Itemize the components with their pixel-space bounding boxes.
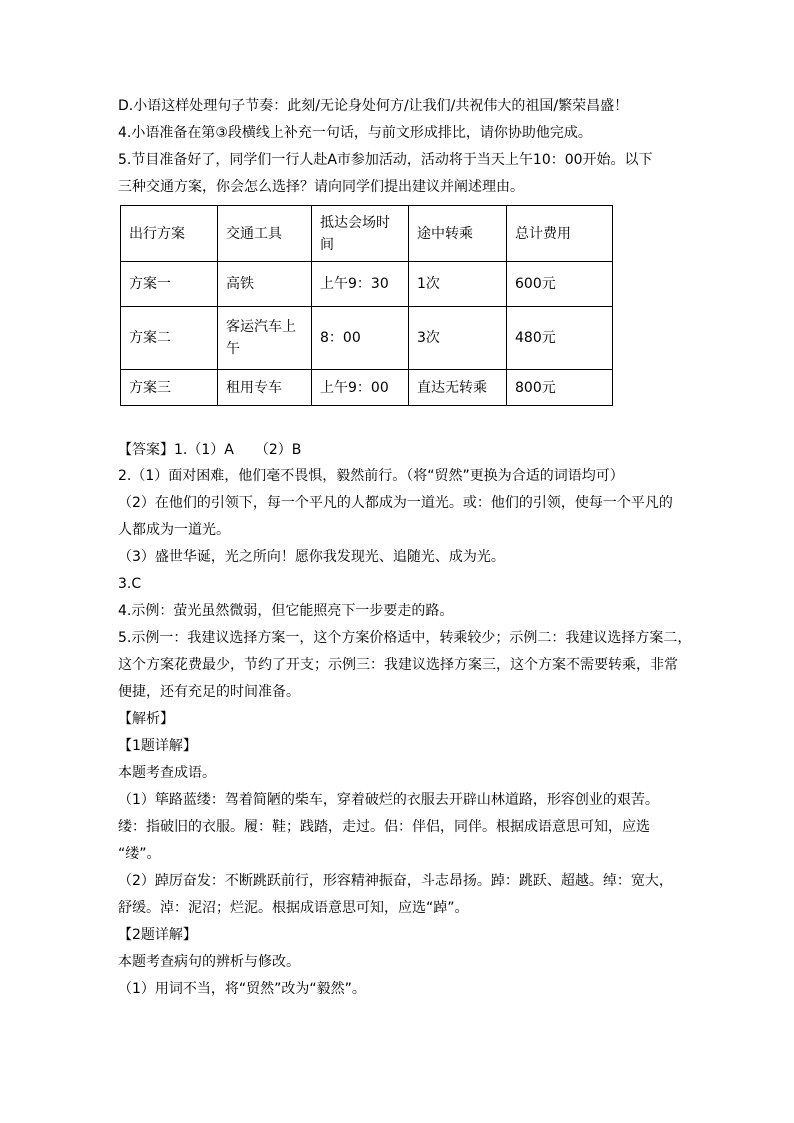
- table-cell: 方案二: [121, 307, 218, 370]
- table-cell: 直达无转乘: [409, 370, 507, 406]
- section-heading: 【1题详解】: [118, 738, 197, 754]
- table-cell: 方案三: [121, 370, 218, 406]
- table-cell: 480元: [507, 307, 613, 370]
- analysis-line: “缕”。: [118, 846, 161, 862]
- answer-line: 4.示例：萤光虽然微弱，但它能照亮下一步要走的路。: [118, 603, 454, 619]
- header-cell: 途中转乘: [409, 206, 507, 262]
- table-cell: 高铁: [218, 262, 312, 307]
- answer-line: 这个方案花费最少，节约了开支；示例三：我建议选择方案三，这个方案不需要转乘，非常: [118, 657, 678, 673]
- analysis-line: （1）筚路蓝缕：驾着简陋的柴车，穿着破烂的衣服去开辟山林道路，形容创业的艰苦。: [118, 792, 659, 808]
- header-cell: 交通工具: [218, 206, 312, 262]
- section-heading: 【2题详解】: [118, 927, 197, 943]
- table-cell: 8：00: [312, 307, 409, 370]
- analysis-line: 本题考查病句的辨析与修改。: [118, 954, 300, 970]
- analysis-heading: 【解析】: [118, 711, 174, 727]
- table-cell: 600元: [507, 262, 613, 307]
- question-5-line-2: 三种交通方案，你会怎么选择？请向同学们提出建议并阐述理由。: [118, 179, 524, 195]
- table-cell: 800元: [507, 370, 613, 406]
- header-cell: 出行方案: [121, 206, 218, 262]
- answer-line: 5.示例一：我建议选择方案一，这个方案价格适中，转乘较少；示例二：我建议选择方案二，: [118, 630, 692, 646]
- answer-line: 3.C: [118, 576, 142, 592]
- option-d-line: D.小语这样处理句子节奏：此刻/无论身处何方/让我们/共祝伟大的祖国/繁荣昌盛！: [118, 98, 629, 114]
- table-row: [121, 370, 613, 406]
- answer-line: 人都成为一道光。: [118, 522, 230, 538]
- table-header-row: [121, 206, 613, 262]
- question-5-line-1: 5.节目准备好了，同学们一行人赴A市参加活动，活动将于当天上午10：00开始。以下: [118, 152, 653, 168]
- analysis-line: 缕：指破旧的衣服。履：鞋；践踏，走过。侣：伴侣，同伴。根据成语意思可知，应选: [118, 819, 650, 835]
- table-row: [121, 262, 613, 307]
- analysis-line: （2）踔厉奋发：不断跳跃前行，形容精神振奋，斗志昂扬。踔：跳跃、超越。绰：宽大，: [118, 873, 673, 889]
- analysis-line: 本题考查成语。: [118, 765, 216, 781]
- transport-plan-table: [120, 205, 613, 406]
- table-cell: 客运汽车上午: [218, 307, 312, 370]
- table-cell: 租用专车: [218, 370, 312, 406]
- table-cell: 3次: [409, 307, 507, 370]
- answer-line: 便捷，还有充足的时间准备。: [118, 684, 300, 700]
- header-cell: 抵达会场时间: [312, 206, 409, 262]
- table-cell: 1次: [409, 262, 507, 307]
- answer-line: （2）在他们的引领下，每一个平凡的人都成为一道光。或：他们的引领，使每一个平凡的: [118, 495, 673, 511]
- analysis-line: 舒缓。淖：泥沼；烂泥。根据成语意思可知，应选“踔”。: [118, 900, 469, 916]
- table-cell: 方案一: [121, 262, 218, 307]
- table-cell: 上午9：00: [312, 370, 409, 406]
- answer-line: 2.（1）面对困难，他们毫不畏惧，毅然前行。（将“贸然”更换为合适的词语均可）: [118, 468, 624, 484]
- table-row: [121, 307, 613, 370]
- answer-line: （3）盛世华诞，光之所向！愿你我发现光、追随光、成为光。: [118, 549, 505, 565]
- answer-heading-line: 【答案】1.（1）A （2）B: [118, 442, 302, 458]
- table-cell: 上午9：30: [312, 262, 409, 307]
- analysis-line: （1）用词不当，将“贸然”改为“毅然”。: [118, 981, 366, 997]
- header-cell: 总计费用: [507, 206, 613, 262]
- question-4-line: 4.小语准备在第③段横线上补充一句话，与前文形成排比，请你协助他完成。: [118, 125, 592, 141]
